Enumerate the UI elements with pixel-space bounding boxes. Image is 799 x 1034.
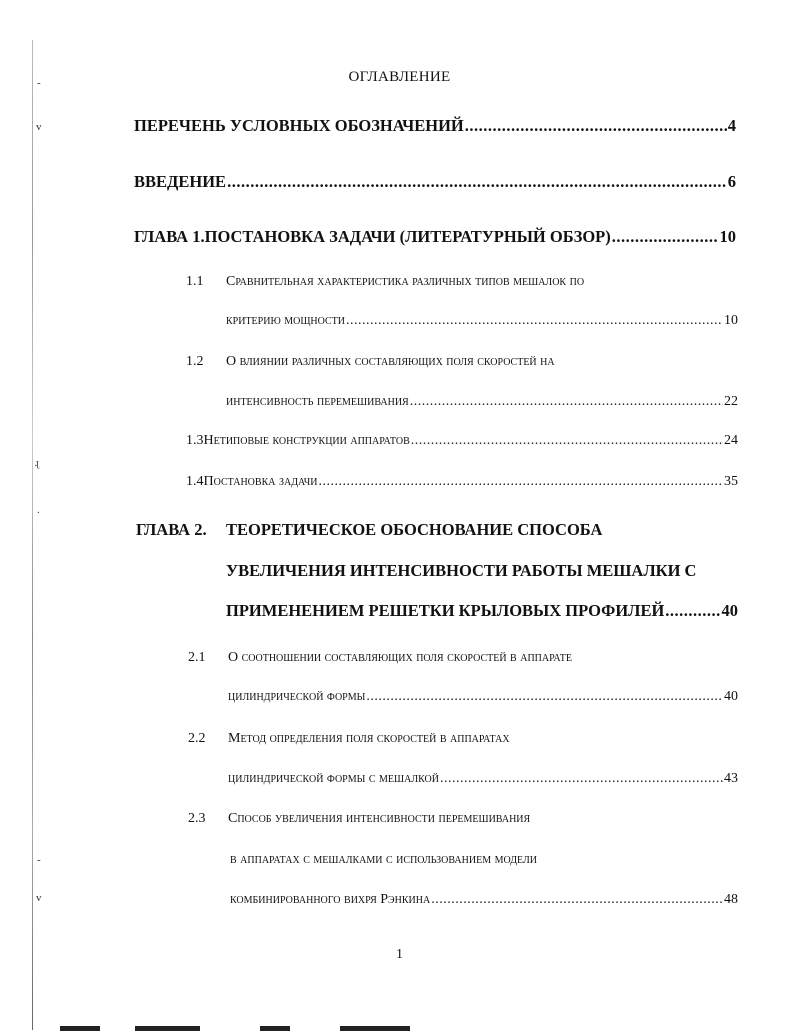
dot-leader (411, 433, 723, 449)
toc-entry-text: цилиндрической формы с мешалкой (228, 771, 439, 786)
toc-entry-text: критерию мощности (226, 313, 345, 328)
toc-page-number: 10 (724, 313, 738, 328)
section-number: 2.3 (188, 811, 206, 826)
toc-entry-2-3-line-2[interactable] (230, 852, 537, 868)
dot-leader (612, 227, 719, 247)
toc-entry-chapter-2-line-2[interactable] (226, 561, 696, 581)
toc-entry-introduction[interactable] (134, 172, 736, 192)
page-number: 1 (396, 947, 403, 962)
toc-entry-text: интенсивность перемешивания (226, 394, 409, 409)
toc-page-number: 10 (719, 227, 736, 246)
scan-speck: . (37, 504, 40, 516)
scan-speck: - (37, 77, 41, 89)
scan-smudge (260, 1026, 290, 1031)
toc-entry-text: Способ увеличения интенсивности перемешивания (228, 811, 531, 826)
toc-entry-1-4[interactable] (186, 474, 738, 490)
toc-entry-2-1-line-1[interactable] (188, 650, 572, 666)
toc-entry-1-1-line-1[interactable] (186, 274, 584, 290)
dot-leader (465, 116, 727, 136)
toc-entry-1-3[interactable] (186, 433, 738, 449)
toc-entry-text: ПРИМЕНЕНИЕМ РЕШЕТКИ КРЫЛОВЫХ ПРОФИЛЕЙ (226, 601, 665, 620)
toc-page-number: 48 (724, 892, 738, 907)
toc-entry-text: ТЕОРЕТИЧЕСКОЕ ОБОСНОВАНИЕ СПОСОБА (226, 520, 603, 539)
toc-entry-text: в аппаратах с мешалками с использованием модели (230, 852, 538, 867)
toc-entry-chapter-1[interactable] (134, 227, 736, 247)
section-number: 1.3 (186, 433, 204, 448)
toc-title: ОГЛАВЛЕНИЕ (348, 69, 451, 85)
toc-entry-2-3-line-3[interactable] (230, 892, 738, 908)
scan-margin-line (32, 40, 33, 1030)
dot-leader (440, 771, 723, 787)
section-number: 2.2 (188, 731, 206, 746)
toc-entry-chapter-2-line-1[interactable] (136, 520, 602, 540)
toc-page-number: 40 (721, 601, 738, 620)
toc-entry-text: Метод определения поля скоростей в аппаратах (228, 731, 510, 746)
dot-leader (227, 172, 727, 192)
scan-speck: ɻ (35, 457, 39, 469)
dot-leader (346, 313, 723, 329)
toc-entry-text: ВВЕДЕНИЕ (134, 172, 227, 191)
scan-smudge (340, 1026, 410, 1031)
scan-speck: v (36, 121, 42, 133)
chapter-label: ГЛАВА 2. (136, 520, 207, 539)
toc-entry-2-3-line-1[interactable] (188, 811, 530, 827)
toc-entry-text: комбинированного вихря Рэнкина (230, 892, 431, 907)
toc-entry-chapter-2-line-3[interactable] (226, 601, 738, 621)
section-number: 2.1 (188, 650, 206, 665)
dot-leader (366, 689, 723, 705)
toc-entry-text: ПОСТАНОВКА ЗАДАЧИ (ЛИТЕРАТУРНЫЙ ОБЗОР) (204, 227, 611, 246)
dot-leader (665, 601, 720, 621)
toc-entry-2-2-line-1[interactable] (188, 731, 510, 747)
toc-entry-text: УВЕЛИЧЕНИЯ ИНТЕНСИВНОСТИ РАБОТЫ МЕШАЛКИ С (226, 561, 697, 580)
toc-entry-1-1-line-2[interactable] (226, 313, 738, 329)
chapter-label: ГЛАВА 1. (134, 227, 205, 246)
section-number: 1.2 (186, 354, 204, 369)
scan-smudge (135, 1026, 200, 1031)
toc-page-number: 35 (724, 474, 738, 489)
toc-entry-text: цилиндрической формы (228, 689, 366, 704)
toc-entry-text: Сравнительная характеристика различных типов мешалок по (226, 274, 585, 289)
dot-leader (431, 892, 723, 908)
toc-page-number: 6 (727, 172, 736, 191)
toc-entry-2-2-line-2[interactable] (228, 771, 738, 787)
toc-page-number: 40 (724, 689, 738, 704)
section-number: 1.4 (186, 474, 204, 489)
toc-page-number: 43 (724, 771, 738, 786)
dot-leader (318, 474, 723, 490)
toc-entry-1-2-line-1[interactable] (186, 354, 555, 370)
toc-entry-2-1-line-2[interactable] (228, 689, 738, 705)
toc-page-number: 4 (727, 116, 736, 135)
toc-entry-text: О соотношении составляющих поля скоростей в аппарате (228, 650, 572, 665)
toc-page-number: 24 (724, 433, 738, 448)
scan-speck: v (36, 892, 42, 904)
section-number: 1.1 (186, 274, 204, 289)
toc-entry-text: ПЕРЕЧЕНЬ УСЛОВНЫХ ОБОЗНАЧЕНИЙ (134, 116, 464, 135)
scan-speck: - (37, 854, 41, 866)
scan-smudge (60, 1026, 100, 1031)
toc-entry-1-2-line-2[interactable] (226, 394, 738, 410)
toc-entry-symbols[interactable] (134, 116, 736, 136)
toc-entry-text: Постановка задачи (203, 474, 318, 489)
toc-entry-text: О влиянии различных составляющих поля скоростей на (226, 354, 555, 369)
dot-leader (410, 394, 723, 410)
toc-page-number: 22 (724, 394, 738, 409)
toc-entry-text: Нетиповые конструкции аппаратов (203, 433, 410, 448)
